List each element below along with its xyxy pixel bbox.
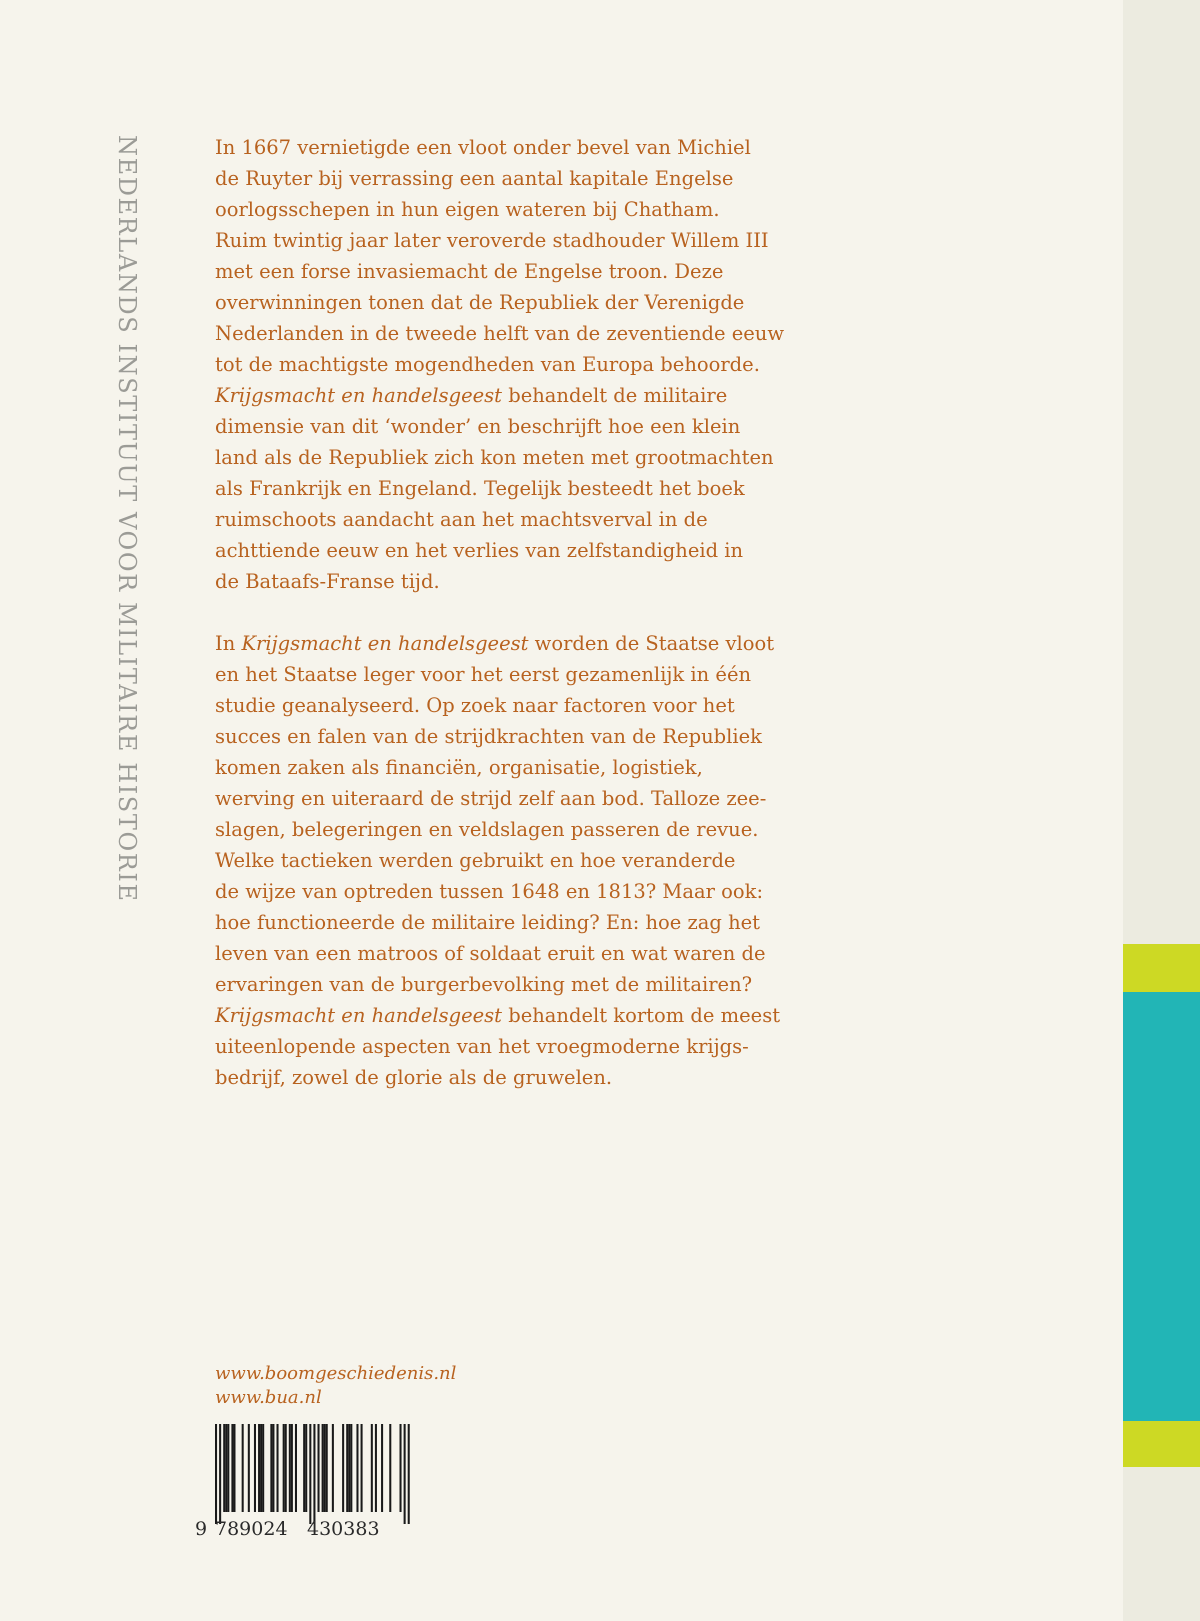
barcode-bar xyxy=(277,1424,279,1512)
blurb-line: tot de machtigste mogendheden van Europa behoorde. xyxy=(215,353,760,376)
blurb-line: studie geanalyseerd. Op zoek naar factoren voor het xyxy=(215,694,735,717)
blurb-line: bedrijf, zowel de glorie als de gruwelen. xyxy=(215,1066,613,1089)
barcode-bars xyxy=(215,1424,410,1524)
barcode-bar xyxy=(242,1424,244,1512)
book-title-italic: Krijgsmacht en handelsgeest xyxy=(215,384,503,407)
paragraph-gap xyxy=(215,597,815,628)
barcode-bar xyxy=(381,1424,383,1512)
blurb-line: In 1667 vernietigde een vloot onder bevel van Michiel xyxy=(215,136,751,159)
blurb-line-rest: worden de Staatse vloot xyxy=(528,632,775,655)
isbn-barcode xyxy=(195,1422,425,1542)
book-title-italic: Krijgsmacht en handelsgeest xyxy=(241,632,529,655)
barcode-bar xyxy=(400,1424,402,1512)
barcode-bar xyxy=(332,1424,334,1512)
blurb-line: en het Staatse leger voor het eerst gezamenlijk in één xyxy=(215,663,752,686)
series-title-vertical: NEDERLANDS INSTITUUT VOOR MILITAIRE HISTORIE xyxy=(113,135,141,903)
blurb-line-pre: In xyxy=(215,632,242,655)
blurb-line: succes en falen van de strijdkrachten van de Republiek xyxy=(215,725,762,748)
barcode-bar xyxy=(291,1424,293,1512)
blurb-line xyxy=(215,628,815,659)
barcode-bar xyxy=(389,1424,391,1512)
blurb-line: land als de Republiek zich kon meten met grootmachten xyxy=(215,446,774,469)
barcode-bar xyxy=(375,1424,377,1512)
barcode-bar xyxy=(283,1424,285,1512)
barcode-bar xyxy=(260,1424,262,1512)
barcode-bar xyxy=(324,1424,326,1512)
barcode-bar xyxy=(285,1424,287,1512)
blurb-line: Ruim twintig jaar later veroverde stadhouder Willem III xyxy=(215,229,769,252)
blurb-line xyxy=(215,380,815,411)
blurb-line: uiteenlopende aspecten van het vroegmoderne krijgs- xyxy=(215,1035,749,1058)
blurb-line: als Frankrijk en Engeland. Tegelijk besteedt het boek xyxy=(215,477,745,500)
barcode-bar xyxy=(313,1424,315,1524)
blurb-line: overwinningen tonen dat de Republiek der Verenigde xyxy=(215,291,745,314)
publisher-links xyxy=(215,1362,456,1410)
blurb-line: oorlogsschepen in hun eigen wateren bij Chatham. xyxy=(215,198,720,221)
barcode-bar xyxy=(408,1424,410,1524)
spine-band-lime-bottom xyxy=(1123,1421,1200,1467)
barcode-bar xyxy=(262,1424,264,1512)
blurb-line-rest: behandelt kortom de meest xyxy=(502,1004,781,1027)
blurb-line: achttiende eeuw en het verlies van zelfstandigheid in xyxy=(215,539,744,562)
blurb-line: ruimschoots aandacht aan het machtsverval in de xyxy=(215,508,708,531)
barcode-bar xyxy=(318,1424,320,1512)
blurb-line: komen zaken als financiën, organisatie, logistiek, xyxy=(215,756,703,779)
barcode-bar xyxy=(233,1424,235,1512)
link-bua[interactable]: www.bua.nl xyxy=(215,1387,322,1408)
barcode-bar xyxy=(219,1424,221,1524)
barcode-bar xyxy=(348,1424,350,1512)
barcode-bar xyxy=(227,1424,229,1512)
barcode-bar xyxy=(309,1424,311,1524)
barcode-bar xyxy=(305,1424,307,1512)
barcode-bar xyxy=(326,1424,328,1512)
barcode-bar xyxy=(350,1424,352,1512)
barcode-bar xyxy=(289,1424,291,1512)
barcode-bar xyxy=(231,1424,233,1512)
blurb-line-rest: behandelt de militaire xyxy=(502,384,728,407)
barcode-bar xyxy=(248,1424,250,1512)
barcode-bar xyxy=(356,1424,358,1512)
spine-band-lime-top xyxy=(1123,944,1200,992)
blurb-line: hoe functioneerde de militaire leiding? En: hoe zag het xyxy=(215,911,761,934)
blurb-line: leven van een matroos of soldaat eruit en wat waren de xyxy=(215,942,766,965)
barcode-bar xyxy=(254,1424,256,1512)
barcode-bar xyxy=(272,1424,274,1512)
blurb-line: slagen, belegeringen en veldslagen passeren de revue. xyxy=(215,818,759,841)
barcode-digits xyxy=(195,1518,380,1540)
barcode-bar xyxy=(346,1424,348,1512)
blurb-paragraph-2 xyxy=(215,628,815,1093)
barcode-bar xyxy=(223,1424,225,1512)
barcode-bar xyxy=(295,1424,297,1512)
barcode-bar xyxy=(258,1424,260,1512)
barcode-bar xyxy=(270,1424,272,1512)
blurb-line: met een forse invasiemacht de Engelse troon. Deze xyxy=(215,260,724,283)
barcode-bar xyxy=(404,1424,406,1524)
barcode-digits-left: 789024 xyxy=(215,1518,288,1540)
blurb-line xyxy=(215,1000,815,1031)
blurb-line: Welke tactieken werden gebruikt en hoe veranderde xyxy=(215,849,736,872)
barcode-bar xyxy=(322,1424,324,1512)
barcode-bar xyxy=(371,1424,373,1512)
blurb xyxy=(215,132,815,1093)
blurb-line: werving en uiteraard de strijd zelf aan bod. Talloze zee- xyxy=(215,787,767,810)
barcode-bar xyxy=(215,1424,217,1524)
blurb-line: ervaringen van de burgerbevolking met de militairen? xyxy=(215,973,753,996)
blurb-line: de Bataafs-Franse tijd. xyxy=(215,570,440,593)
barcode-digit-lead: 9 xyxy=(195,1518,208,1540)
barcode-bar xyxy=(361,1424,363,1512)
link-boomgeschiedenis[interactable]: www.boomgeschiedenis.nl xyxy=(215,1363,457,1384)
blurb-line: dimensie van dit ‘wonder’ en beschrijft hoe een klein xyxy=(215,415,741,438)
book-title-italic: Krijgsmacht en handelsgeest xyxy=(215,1004,503,1027)
blurb-line: de Ruyter bij verrassing een aantal kapitale Engelse xyxy=(215,167,734,190)
spine-band-teal xyxy=(1123,992,1200,1421)
barcode-bar xyxy=(342,1424,344,1512)
blurb-line: de wijze van optreden tussen 1648 en 1813? Maar ook: xyxy=(215,880,764,903)
barcode-digits-right: 430383 xyxy=(307,1518,380,1540)
barcode-bar xyxy=(303,1424,305,1512)
blurb-paragraph-1 xyxy=(215,132,815,597)
blurb-line: Nederlanden in de tweede helft van de zeventiende eeuw xyxy=(215,322,785,345)
barcode-bar xyxy=(225,1424,227,1512)
